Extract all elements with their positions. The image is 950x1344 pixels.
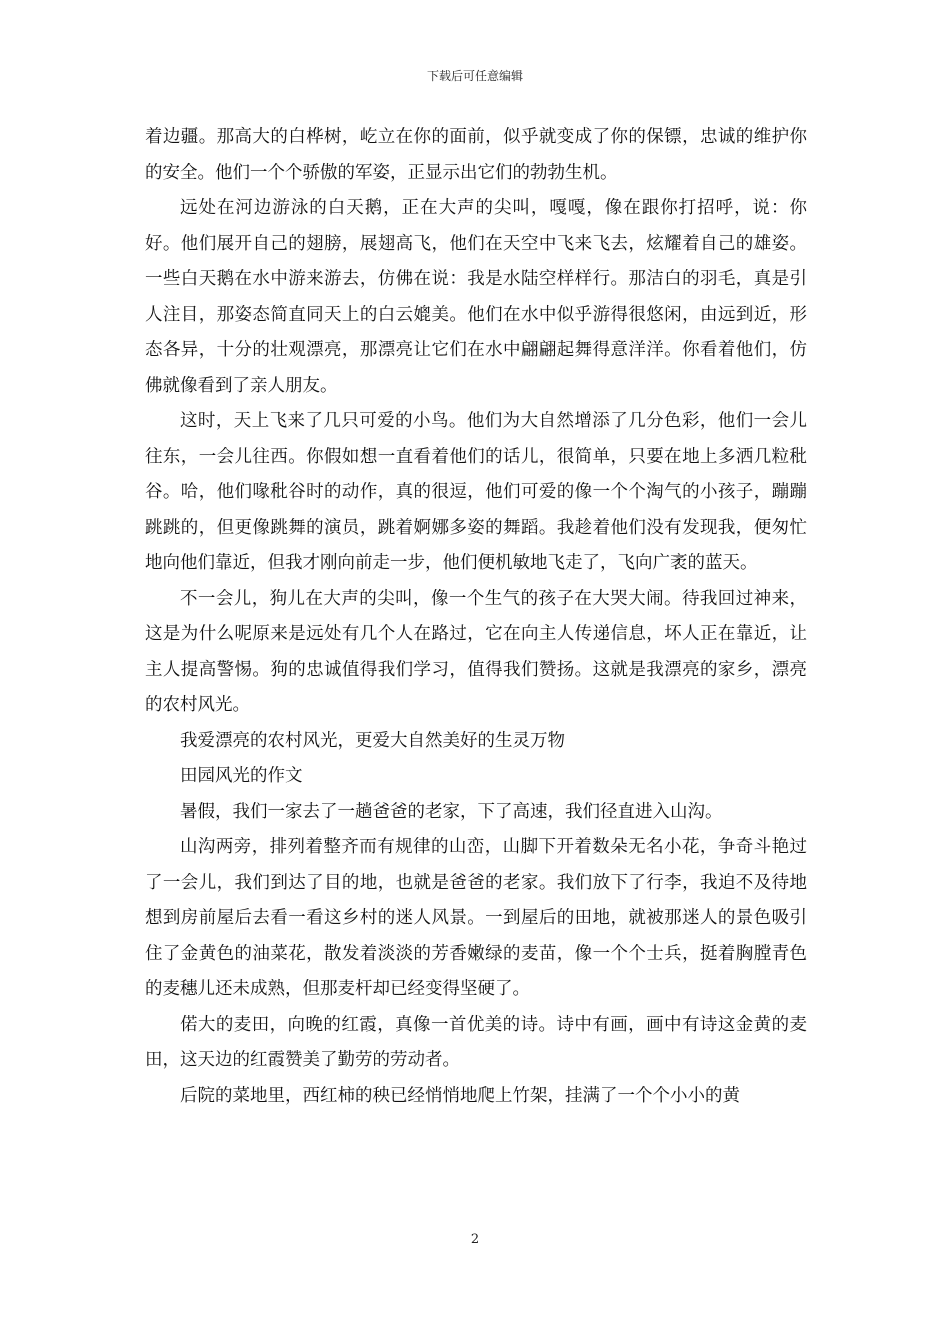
page-number: 2 [470,1232,480,1247]
essay-title: 田园风光的作文 [180,766,303,786]
paragraph-1: 着边疆。那高大的白桦树，屹立在你的面前，似乎就变成了你的保镖，忠诚的维护你的安全。他们一个个骄傲的军姿，正显示出它们的勃勃生机。 [145,127,807,183]
paragraph-8: 山沟两旁，排列着整齐而有规律的山峦，山脚下开着数朵无名小花，争奇斗艳过了一会儿，我们到达了目的地，也就是爸爸的老家。我们放下了行李，我迫不及待地想到房前屋后去看一看这乡村的迷人风景。一到屋后的田地，就被那迷人的景色吸引住了金黄色的油菜花，散发着淡淡的芳香嫩绿的麦苗，像一个个士兵，挺着胸膛青色的麦穗儿还未成熟，但那麦杆却已经变得坚硬了。 [145,837,807,999]
paragraph-7: 暑假，我们一家去了一趟爸爸的老家，下了高速，我们径直进入山沟。 [180,801,723,822]
paragraph-2: 远处在河边游泳的白天鹅，正在大声的尖叫，嘎嘎，像在跟你打招呼，说：你好。他们展开自己的翅膀，展翅高飞，他们在天空中飞来飞去，炫耀着自己的雄姿。一些白天鹅在水中游来游去，仿佛在说：我是水陆空样样行。那洁白的羽毛，真是引人注目，那姿态简直同天上的白云媲美。他们在水中似乎游得很悠闲，由远到近，形态各异，十分的壮观漂亮，那漂亮让它们在水中翩翩起舞得意洋洋。你看着他们，仿佛就像看到了亲人朋友。 [145,198,807,396]
paragraph-10: 后院的菜地里，西红柿的秧已经悄悄地爬上竹架，挂满了一个个小小的黄 [180,1085,740,1106]
paragraph-5: 我爱漂亮的农村风光，更爱大自然美好的生灵万物 [180,730,565,751]
body-text [145,120,807,1114]
paragraph-4: 不一会儿，狗儿在大声的尖叫，像一个生气的孩子在大哭大闹。待我回过神来，这是为什么呢原来是远处有几个人在路过，它在向主人传递信息，坏人正在靠近，让主人提高警惕。狗的忠诚值得我们学习，值得我们赞扬。这就是我漂亮的家乡，漂亮的农村风光。 [145,588,807,715]
paragraph-9: 偌大的麦田，向晚的红霞，真像一首优美的诗。诗中有画，画中有诗这金黄的麦田，这天边的红霞赞美了勤劳的劳动者。 [145,1014,807,1070]
page-header: 下载后可任意编辑 [426,69,523,83]
paragraph-3: 这时，天上飞来了几只可爱的小鸟。他们为大自然增添了几分色彩，他们一会儿往东，一会儿往西。你假如想一直看着他们的话儿，很简单，只要在地上多洒几粒秕谷。哈，他们喙秕谷时的动作，真的很逗，他们可爱的像一个个淘气的小孩子，蹦蹦跳跳的，但更像跳舞的演员，跳着婀娜多姿的舞蹈。我趁着他们没有发现我，便匆忙地向他们靠近，但我才刚向前走一步，他们便机敏地飞走了，飞向广袤的蓝天。 [145,411,807,573]
